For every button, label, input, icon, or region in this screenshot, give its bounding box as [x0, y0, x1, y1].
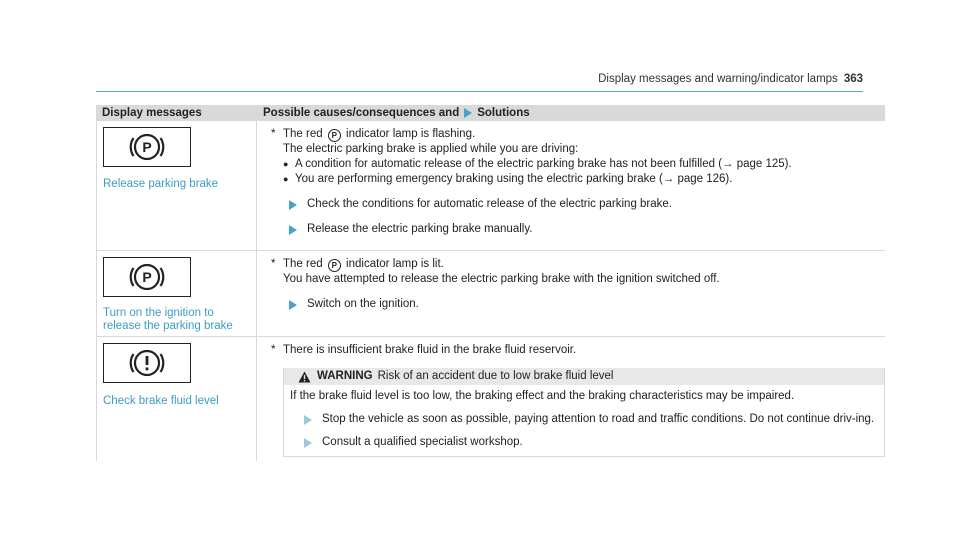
table-row [96, 250, 885, 336]
cause-intro: The red [283, 258, 323, 270]
warning-box [283, 368, 885, 457]
header-rule [96, 91, 863, 92]
arrow-icon [289, 200, 297, 210]
svg-text:P: P [142, 139, 152, 155]
action-item: Check the conditions for automatic release of the electric parking brake. [271, 197, 885, 212]
col-causes-solutions [256, 105, 885, 121]
asterisk: * [271, 128, 276, 140]
running-header [598, 73, 863, 85]
table-header [96, 105, 885, 121]
warning-body [284, 385, 884, 456]
asterisk: * [271, 258, 276, 270]
cause-tail: indicator lamp is lit. [346, 258, 444, 270]
list-item: ● A condition for automatic release of the electric parking brake has not been fulfilled (→ page 125). [283, 158, 792, 170]
action-item: Consult a qualified specialist workshop. [290, 435, 884, 450]
action-item: Switch on the ignition. [271, 297, 885, 312]
warning-text: If the brake fluid level is too low, the braking effect and the braking characteristics may be impaired. [290, 390, 795, 402]
action-item: Release the electric parking brake manually. [271, 222, 885, 237]
cause [271, 257, 885, 287]
arrow-icon [289, 225, 297, 235]
list-item: ● You are performing emergency braking using the electric parking brake (→ page 126). [283, 173, 733, 185]
solution-cell [257, 121, 885, 250]
message-cell [97, 121, 257, 250]
bullet-list [283, 157, 885, 187]
cause-intro: The red [283, 128, 323, 140]
solution-cell [257, 337, 885, 461]
action-item: Stop the vehicle as soon as possible, paying attention to road and traffic conditions. Do not continue driv-ing. [290, 412, 884, 427]
cause [271, 127, 885, 187]
col-display-messages: Display messages [102, 107, 202, 119]
asterisk: * [271, 344, 276, 356]
cause-intro: There is insufficient brake fluid in the brake fluid reservoir. [283, 344, 577, 356]
message-label[interactable]: Turn on the ignition to release the parking brake [103, 307, 233, 332]
table-row [96, 121, 885, 250]
svg-text:P: P [142, 269, 152, 285]
warning-subtitle: Risk of an accident due to low brake fluid level [377, 370, 614, 382]
message-label[interactable]: Check brake fluid level [103, 395, 219, 407]
message-label[interactable]: Release parking brake [103, 178, 219, 190]
arrow-icon [304, 438, 312, 448]
col-causes-label: Possible causes/consequences and [263, 107, 460, 119]
cause-tail: indicator lamp is flashing. [346, 128, 476, 140]
page-number: 363 [843, 73, 863, 85]
message-cell [97, 251, 257, 336]
solution-cell [257, 251, 885, 336]
table-row [96, 336, 885, 461]
warning-header [284, 368, 884, 385]
parking-brake-p-icon [103, 127, 191, 167]
cause [271, 343, 885, 358]
cause-detail: The electric parking brake is applied while you are driving: [283, 143, 579, 155]
brake-exclamation-icon [103, 343, 191, 383]
messages-table [96, 105, 885, 461]
arrow-icon [464, 108, 472, 118]
warning-title: WARNING [317, 370, 373, 382]
arrow-icon [304, 415, 312, 425]
warning-triangle-icon [298, 371, 311, 383]
arrow-icon [289, 300, 297, 310]
p-indicator-icon: P [328, 129, 341, 142]
message-cell [97, 337, 257, 461]
p-indicator-icon: P [328, 259, 341, 272]
col-solutions-label: Solutions [477, 107, 530, 119]
parking-brake-p-icon [103, 257, 191, 297]
cause-detail: You have attempted to release the electric parking brake with the ignition switched off. [283, 273, 720, 285]
header-title: Display messages and warning/indicator lamps [598, 73, 838, 85]
